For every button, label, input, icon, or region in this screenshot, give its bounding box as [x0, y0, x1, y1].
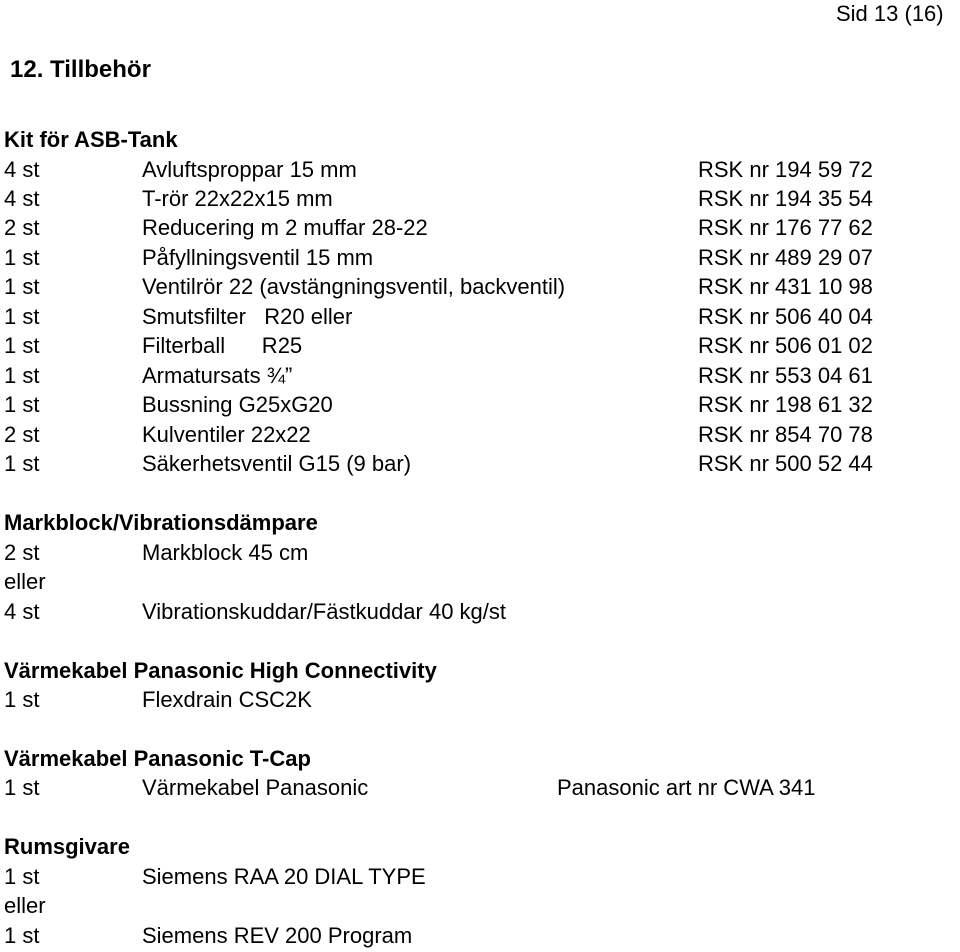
article-number-cell: Panasonic art nr CWA 341	[557, 775, 816, 800]
section-heading-t-cap: Värmekabel Panasonic T-Cap	[4, 746, 311, 771]
description-cell: Siemens REV 200 Program	[142, 923, 413, 948]
rsk-number-cell: RSK nr 194 35 54	[698, 186, 873, 211]
rsk-number-cell: RSK nr 500 52 44	[698, 451, 873, 476]
qty-cell: 1 st	[4, 363, 40, 388]
rsk-number-cell: RSK nr 854 70 78	[698, 422, 873, 447]
qty-cell: 1 st	[4, 775, 40, 800]
rsk-number-cell: RSK nr 431 10 98	[698, 274, 873, 299]
qty-cell: 1 st	[4, 864, 40, 889]
rsk-number-cell: RSK nr 506 01 02	[698, 333, 873, 358]
rsk-number-cell: RSK nr 198 61 32	[698, 392, 873, 417]
qty-cell: 4 st	[4, 186, 40, 211]
description-cell: Reducering m 2 muffar 28-22	[142, 215, 428, 240]
description-cell: Bussning G25xG20	[142, 392, 333, 417]
rsk-number-cell: RSK nr 176 77 62	[698, 215, 873, 240]
qty-cell: 4 st	[4, 157, 40, 182]
qty-cell: 2 st	[4, 540, 40, 565]
qty-cell: 1 st	[4, 451, 40, 476]
section-heading-high-connectivity: Värmekabel Panasonic High Connectivity	[4, 658, 437, 683]
qty-cell: 4 st	[4, 599, 40, 624]
qty-cell: 2 st	[4, 422, 40, 447]
qty-cell: 1 st	[4, 687, 40, 712]
description-cell: Värmekabel Panasonic	[142, 775, 369, 800]
alternative-text: eller	[4, 893, 46, 918]
rsk-number-cell: RSK nr 489 29 07	[698, 245, 873, 270]
section-heading-markblock: Markblock/Vibrationsdämpare	[4, 510, 318, 535]
description-cell: T-rör 22x22x15 mm	[142, 186, 333, 211]
description-cell: Kulventiler 22x22	[142, 422, 311, 447]
chapter-title: 12. Tillbehör	[10, 56, 151, 83]
qty-cell: 1 st	[4, 245, 40, 270]
page-label: Sid 13 (16)	[836, 1, 944, 26]
section-heading-rumsgivare: Rumsgivare	[4, 834, 130, 859]
section-heading-asb-kit: Kit för ASB-Tank	[4, 127, 178, 152]
qty-cell: 1 st	[4, 392, 40, 417]
rsk-number-cell: RSK nr 194 59 72	[698, 157, 873, 182]
qty-cell: 1 st	[4, 333, 40, 358]
rsk-number-cell: RSK nr 553 04 61	[698, 363, 873, 388]
description-cell: Smutsfilter R20 eller	[142, 304, 353, 329]
qty-cell: 1 st	[4, 304, 40, 329]
description-cell: Säkerhetsventil G15 (9 bar)	[142, 451, 412, 476]
alternative-text: eller	[4, 569, 46, 594]
description-cell: Filterball R25	[142, 333, 303, 358]
rsk-number-cell: RSK nr 506 40 04	[698, 304, 873, 329]
qty-cell: 2 st	[4, 215, 40, 240]
description-cell: Armatursats ¾”	[142, 363, 293, 388]
description-cell: Avluftsproppar 15 mm	[142, 157, 357, 182]
description-cell: Påfyllningsventil 15 mm	[142, 245, 374, 270]
description-cell: Flexdrain CSC2K	[142, 687, 312, 712]
description-cell: Markblock 45 cm	[142, 540, 309, 565]
description-cell: Siemens RAA 20 DIAL TYPE	[142, 864, 426, 889]
description-cell: Vibrationskuddar/Fästkuddar 40 kg/st	[142, 599, 507, 624]
qty-cell: 1 st	[4, 923, 40, 948]
qty-cell: 1 st	[4, 274, 40, 299]
description-cell: Ventilrör 22 (avstängningsventil, backventil)	[142, 274, 566, 299]
